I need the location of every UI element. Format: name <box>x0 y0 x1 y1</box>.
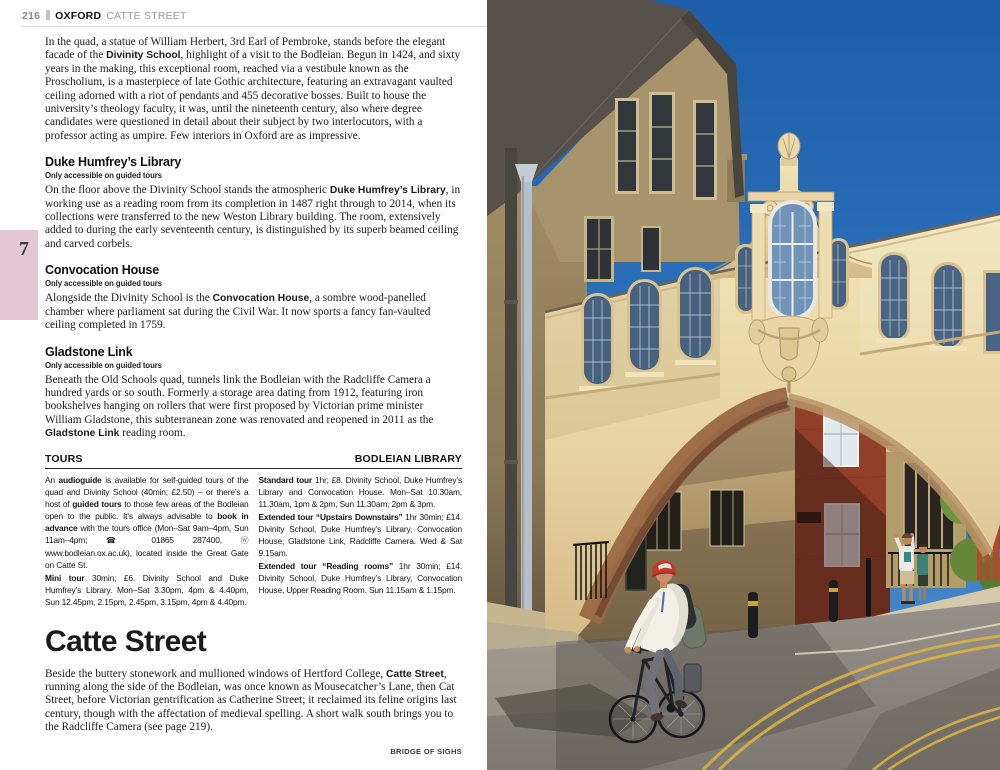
section-paragraph: Beneath the Old Schools quad, tunnels link the Bodleian with the Radcliffe Camera a hundred yards or so south. Formerly a storage area dating from 1912, featuring iron bookshelves hanging on rollers that were first proposed by Victorian prime minister William Gladstone, this subterranean zone was renovated and reopened in 2011 as the Gladstone Link reading room. <box>45 373 434 440</box>
tours-paragraph: An audioguide is available for self-guided tours of the quad and Divinity School (40min; £2.50) – or there’s a host of guided tours to those few areas of the Bodleian open to the public. It’s always advisable to book in advance with the tours office (Mon–Sat 9am–4pm, Sun 11am–4pm; ☎ 01865 287400, ⓦ www.bodleian.ox.ac.uk), located inside the Great Gate on Catte St. <box>45 474 249 570</box>
phone-icon: ☎ <box>106 535 152 545</box>
tours-paragraph: Mini tour 30min; £6. Divinity School and Duke Humfrey’s Library. Mon–Sat 3.30pm, 4pm & 4.40pm, Sun 12.45pm, 2.15pm, 2.45pm, 3.15pm, 4pm & 4.40pm. <box>45 572 249 607</box>
access-note: Only accessible on guided tours <box>45 171 162 181</box>
page-title-catte-street: Catte Street <box>45 624 207 658</box>
bridge-centre-window <box>735 192 849 320</box>
photo-bridge-of-sighs <box>487 0 1000 770</box>
tours-box-subject: BODLEIAN LIBRARY <box>354 452 462 465</box>
text-page <box>0 0 487 770</box>
section-heading-duke-humfreys-library: Duke Humfrey’s Library <box>45 155 182 170</box>
web-icon: ⓦ <box>240 535 249 545</box>
access-note: Only accessible on guided tours <box>45 279 162 289</box>
page-number: 216 <box>22 10 41 22</box>
section-paragraph: On the floor above the Divinity School stands the atmospheric Duke Humfrey’s Library, in working use as a reading room from its completion in 1487 right through to 2014, when its collections were transferred to the new Weston Library building. The room, extensively added to during the early seventeenth century, is distinguished by its superb beamed ceiling and carved corbels. <box>45 184 461 250</box>
pink-tick-icon <box>46 10 50 20</box>
photo-caption: BRIDGE OF SIGHS <box>390 746 462 756</box>
tours-box-header <box>45 453 462 469</box>
header-book-section: OXFORD <box>55 10 102 22</box>
mullioned-window <box>710 490 744 546</box>
running-header <box>22 10 487 27</box>
section-heading-gladstone-link: Gladstone Link <box>45 344 133 359</box>
text-column <box>45 36 462 756</box>
tours-paragraph: Extended tour “Reading rooms” 1hr 30min; £14. Divinity School, Duke Humfrey’s Library, Convocation House, Upper Reading Room. Sun 11.15am & 1.15pm. <box>258 560 462 595</box>
tours-info-box <box>45 453 462 609</box>
section-heading-convocation-house: Convocation House <box>45 263 159 278</box>
tours-paragraph: Extended tour “Upstairs Downstairs” 1hr 30min; £14. Divinity School, Duke Humfrey’s Library, Convocation House, Gladstone Link, Radcliffe Camera. Wed & Sat 9.15am. <box>258 511 462 558</box>
tours-columns <box>45 474 462 609</box>
intro-paragraph: In the quad, a statue of William Herbert, 3rd Earl of Pembroke, stands before the elegant facade of the Divinity School, highlight of a visit to the Bodleian. Begun in 1424, and sixty years in the making, this exceptional room, reached via a vestibule known as the Proscholium, is a masterpiece of late Gothic architecture, featuring an extravagant vaulted ceiling adorned with a riot of pendants and 455 decorative bosses. Built to house the university’s theology faculty, it was, until the nineteenth century, also where degree candidates were questioned in detail about their subject by two interlocutors, with a professor acting as umpire. Few interiors in Oxford are as impressive. <box>45 36 461 142</box>
tours-box-title: TOURS <box>45 452 83 465</box>
header-page-section: CATTE STREET <box>106 10 187 22</box>
tours-left-column <box>45 474 249 609</box>
section-paragraph: Alongside the Divinity School is the Convocation House, a sombre wood-panelled chamber where parliament sat during the Civil War. It now sports a fancy fan-vaulted ceiling completed in 1759. <box>45 292 431 332</box>
pannier-bag <box>684 664 701 692</box>
bridge-of-sighs-illustration <box>487 0 1000 770</box>
chapter-tab: 7 <box>0 230 38 320</box>
access-note: Only accessible on guided tours <box>45 360 162 370</box>
tours-right-column <box>259 474 463 609</box>
catte-street-paragraph: Beside the buttery stonework and mullioned windows of Hertford College, Catte Street, running along the side of the Bodleian, was once known as Mousecatcher’s Lane, then Cat Street, before Victorian gentrification as Catherine Street; it reclaimed its feline origins last century, though with the affectation of medieval spelling. A short walk south brings you to the Radcliffe Camera (see page 219). <box>45 667 457 734</box>
tours-paragraph: Standard tour 1hr; £8. Divinity School, Duke Humfrey’s Library and Convocation House. Mon–Sat 10.30am, 11.30am, 1pm & 2pm, Sun 11.30am, 2pm & 3pm. <box>258 474 462 509</box>
